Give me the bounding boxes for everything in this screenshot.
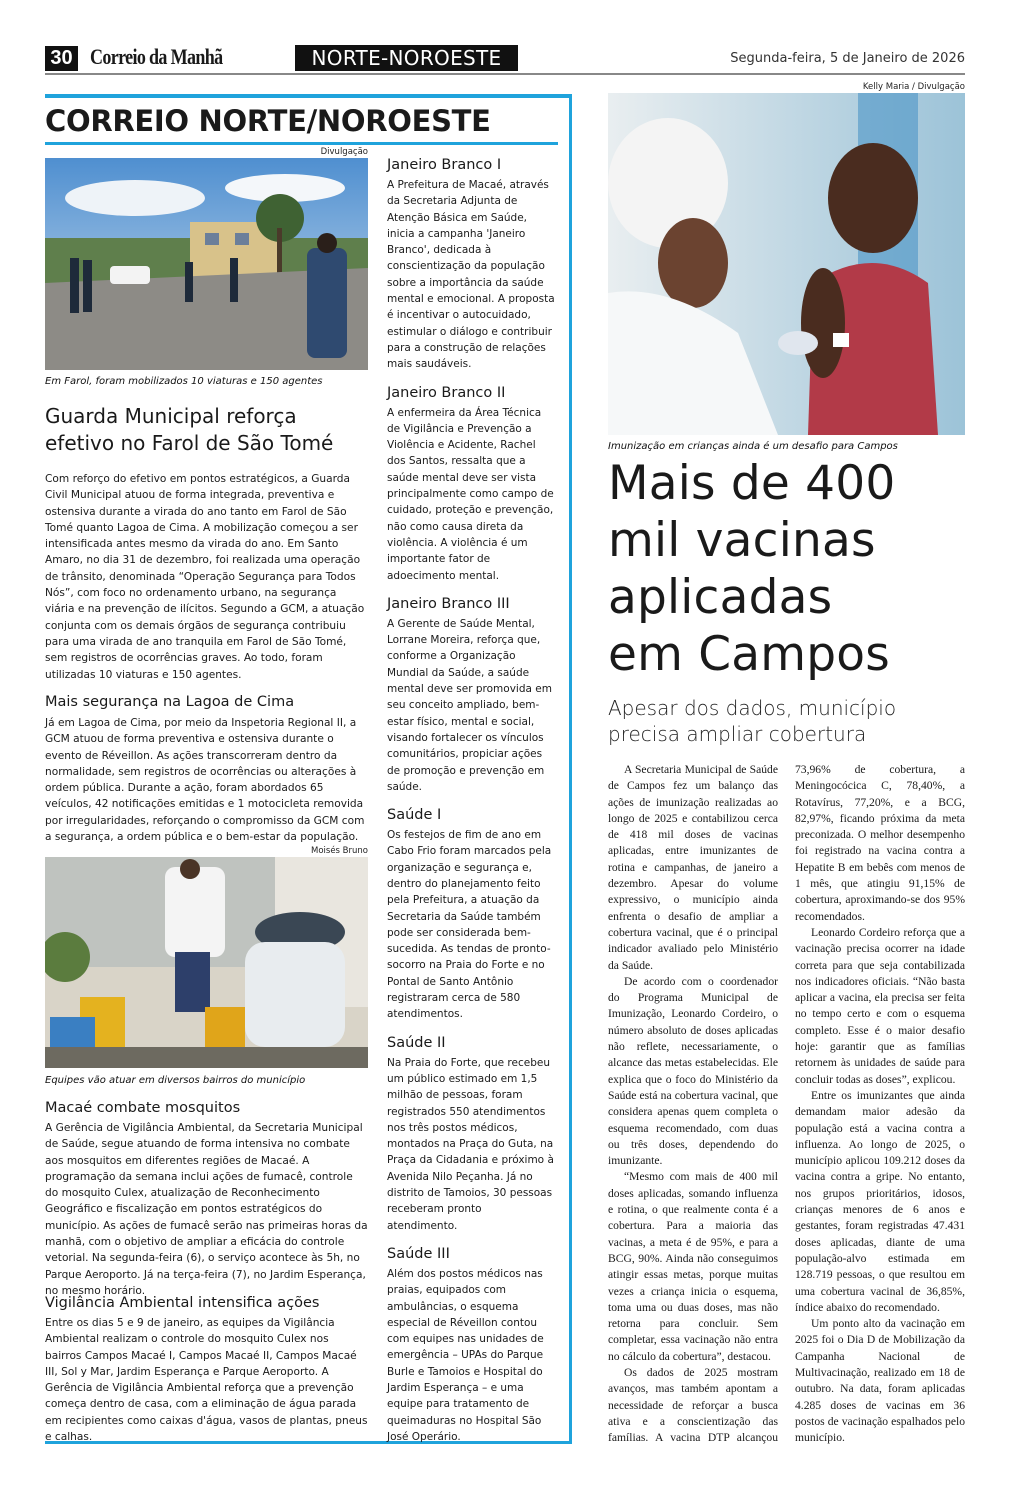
section-title-rule: [45, 142, 558, 145]
main-article-body: [608, 762, 965, 1446]
article-body: A Gerência de Vigilância Ambiental, da Secretaria Municipal de Saúde, segue atuando de forma intensiva no combate aos mosquitos em diferentes regiões de Macaé. A programação da semana inclui ações de fumacê, controle do mosquito Culex, atualização de Reconhecimento Geográfico e fiscalização em pontos estratégicos do município. As ações de fumacê serão nas primeiras horas da manhã, com o objetivo de ampliar a eficácia do controle vetorial. Na segunda-feira (6), o serviço acontece às 5h, no Parque Aeroporto. Já na terça-feira (7), no Jardim Esperança, no mesmo horário.: [45, 1122, 368, 1297]
newspaper-logo: Correio da Manhã: [90, 44, 223, 69]
box-border-right: [569, 94, 572, 1444]
article-body: Já em Lagoa de Cima, por meio da Inspetoria Regional II, a GCM atuou de forma preventiva e ostensiva durante o evento de Réveillon. As ações transcorreram dentro da normalidade, sem registros de ocorrências ou alterações à ordem pública. Durante a ação, foram abordados 65 veículos, 42 notificações emitidas e 1 motocicleta removida por irregularidades, reforçando o compromisso da GCM com a segurança, a ordem pública e o bem-estar da população.: [45, 717, 365, 844]
article-headline: Guarda Municipal reforça efetivo no Farol de São Tomé: [45, 404, 334, 455]
article-subhead: Mais segurança na Lagoa de Cima: [45, 694, 295, 710]
note-title: Janeiro Branco III: [387, 595, 510, 612]
main-subtitle: Apesar dos dados, município precisa ampliar cobertura: [608, 696, 897, 746]
photo-credit: Moisés Bruno: [311, 846, 368, 856]
article-paragraph: A Secretaria Municipal de Saúde de Campos fez um balanço das ações de imunização realizadas ao longo de 2025 e contabilizou cerca de 418 mil doses de vacinas aplicadas, entre imunizantes de rotina e campanhas, de janeiro a dezembro. Apesar do volume expressivo, o município ainda enfrenta o desafio de ampliar a cobertura vacinal, que é o principal indicador avaliado pelo Ministério da Saúde.: [608, 763, 778, 972]
note-title: Saúde II: [387, 1034, 446, 1051]
article-paragraph: Leonardo Cordeiro reforça que a vacinação precisa ocorrer na idade correta para que seja contabilizada nos indicadores oficiais. “Não basta aplicar a vacina, ela precisa ser feita no tempo certo e com o esquema completo. Esse é o maior desafio hoje: garantir que as famílias retornem às unidades de saúde para concluir todas as doses”, explicou.: [795, 925, 965, 1086]
header-rule: [45, 73, 965, 75]
article-body: Com reforço do efetivo em pontos estratégicos, a Guarda Civil Municipal atuou de forma integrada, preventiva e ostensiva durante a virada do ano tanto em Farol de São Tomé quanto Lagoa de Cima. A mobilização começou a ser intensificada antes mesmo da virada do ano. Em Santo Amaro, no dia 31 de dezembro, foi realizada uma operação de trânsito, denominada “Operação Segurança para Todos Nós”, com foco no ordenamento urbano, na segurança viária e na prevenção de ilícitos. Segundo a GCM, a atuação conjunta com os demais órgãos de segurança contribuiu para uma virada de ano tranquila em Farol de São Tomé, sem registros de ocorrências graves. Ao todo, foram utilizadas 10 viaturas e 150 agentes.: [45, 473, 365, 681]
article-paragraph: De acordo com o coordenador do Programa Municipal de Imunização, Leonardo Cordeiro, o número absoluto de doses aplicadas não reflete, necessariamente, o alcance das metas estabelecidas. Ele explica que o foco do Ministério da Saúde está na cobertura vacinal, que considera apenas quem completa o esquema recomendado, com duas ou três doses, dependendo do imunizante.: [608, 974, 778, 1168]
section-title: CORREIO NORTE/NOROESTE: [45, 104, 491, 138]
photo-guard-operation: [45, 158, 368, 370]
main-headline: Mais de 400 mil vacinas aplicadas em Campos: [608, 456, 896, 682]
note-text: Na Praia do Forte, que recebeu um público estimado em 1,5 milhão de pessoas, foram registrados 550 atendimentos nos três postos médicos, montados na Praça do Guta, na Praça da Cidadania e próximo à Avenida Nilo Peçanha. Já no distrito de Tamoios, 30 pessoas receberam pronto atendimento.: [387, 1056, 554, 1232]
note-title: Janeiro Branco II: [387, 384, 506, 401]
note-text: A Prefeitura de Macaé, através da Secretaria Adjunta de Atenção Básica em Saúde, inicia a campanha 'Janeiro Branco', dedicada à conscientização da população sobre a importância da saúde mental e emocional. A proposta é incentivar o autocuidado, estimular o diálogo e contribuir para a construção de relações mais saudáveis.: [387, 179, 555, 371]
photo-credit: Kelly Maria / Divulgação: [862, 82, 965, 92]
notes-column: [387, 155, 555, 1455]
photo-caption: Em Farol, foram mobilizados 10 viaturas e 150 agentes: [45, 376, 323, 387]
article-paragraph: Entre os imunizantes que ainda demandam maior adesão da população está a vacina contra a influenza. Ao longo de 2025, o município aplicou 109.212 doses da vacina contra a gripe. No entanto, nos grupos prioritários, idosos, crianças menores de 6 anos e gestantes, foram registradas 47.431 doses aplicadas, diante de uma população-alvo estimada em 128.719 pessoas, o que resultou em uma cobertura vacinal de 36,85%, índice abaixo do recomendado.: [795, 1088, 965, 1314]
photo-child-vaccination: [608, 93, 965, 435]
article-subhead: Macaé combate mosquitos: [45, 1100, 241, 1116]
article-body: Entre os dias 5 e 9 de janeiro, as equipes da Vigilância Ambiental realizam o controle do mosquito Culex nos bairros Campos Macaé I, Campos Macaé II, Campos Macaé III, Sol y Mar, Jardim Esperança e Parque Aeroporto. A Gerência de Vigilância Ambiental reforça que a prevenção começa dentro de casa, com a eliminação de água parada em recipientes como caixas d'água, vasos de plantas, pneus e calhas.: [45, 1317, 368, 1444]
note-text: A enfermeira da Área Técnica de Vigilância e Prevenção a Violência e Acidente, Rachel dos Santos, ressalta que a saúde mental deve ser vista principalmente como campo de cuidado, proteção e prevenção, não como causa direta da violência. A violência é um importante fator de adoecimento mental.: [387, 406, 554, 582]
note-title: Saúde I: [387, 807, 442, 824]
issue-date: Segunda-feira, 5 de Janeiro de 2026: [730, 51, 965, 66]
note-title: Janeiro Branco I: [387, 157, 502, 173]
article-paragraph: “Mesmo com mais de 400 mil doses aplicadas, somando influenza e rotina, o que realmente conta é a cobertura. Para a maioria das vacinas, a meta é de 95%, e para a BCG, 90%. Ainda não conseguimos atingir essas metas, porque muitas vezes a criança inicia o esquema, toma uma ou duas doses, mas não retorna para concluir. Sem completar, essa vacinação não entra no cálculo da cobertura”, destacou.: [608, 1170, 778, 1363]
note-text: Além dos postos médicos nas praias, equipados com ambulâncias, o esquema especial de Réveillon contou com equipes nas unidades de emergência – UPAs do Parque Burle e Tamoios e Hospital do Jardim Esperança – e uma equipe para tratamento de queimaduras no Hospital São José Operário.: [387, 1267, 544, 1443]
photo-caption: Equipes vão atuar em diversos bairros do município: [45, 1075, 306, 1086]
section-tag: NORTE-NOROESTE: [295, 45, 518, 71]
note-title: Saúde III: [387, 1245, 450, 1262]
photo-credit: Divulgação: [320, 147, 368, 157]
note-text: Os festejos de fim de ano em Cabo Frio foram marcados pela organização e segurança e, dentro do planejamento feito pela Prefeitura, a atuação da Secretaria da Saúde também pode ser considerada bem-sucedida. As tendas de pronto-socorro na Praia do Forte e no Pontal de Santo Antônio registraram cerca de 580 atendimentos.: [387, 829, 552, 1021]
note-text: A Gerente de Saúde Mental, Lorrane Moreira, reforça que, conforme a Organização Mundial da Saúde, a saúde mental deve ser promovida em seu conceito ampliado, bem-estar físico, mental e social, visando fortalecer os vínculos comunitários, propiciar ações de promoção e prevenção em saúde.: [387, 617, 552, 793]
article-paragraph: Os dados de 2025 mostram avanços, mas também apontam a necessidade de reforçar a busca ativa e a conscientização das famílias. A vacina DTP alcançou 73,96% de cobertura, a Meningocócica C, 78,40%, a Rotavírus, 77,20%, e a BCG, 82,97%, ficando próxima da meta preconizada. O melhor desempenho foi registrado na vacina contra a Hepatite B em bebês com menos de 1 mês, que atingiu 91,15% de cobertura, aproximando-se dos 95% recomendados.: [608, 763, 965, 1445]
photo-mosquito-team: [45, 857, 368, 1068]
photo-caption: Imunização em crianças ainda é um desafio para Campos: [608, 441, 898, 452]
article-subhead: Vigilância Ambiental intensifica ações: [45, 1295, 320, 1311]
page-number: 30: [45, 46, 78, 71]
box-border-top: [45, 94, 572, 98]
article-paragraph: Um ponto alto da vacinação em 2025 foi o Dia D de Mobilização da Campanha Nacional de Multivacinação, realizado em 18 de outubro. Na data, foram aplicadas 4.285 doses de vacinas em 36 postos de vacinação espalhados pelo município.: [795, 1317, 965, 1445]
